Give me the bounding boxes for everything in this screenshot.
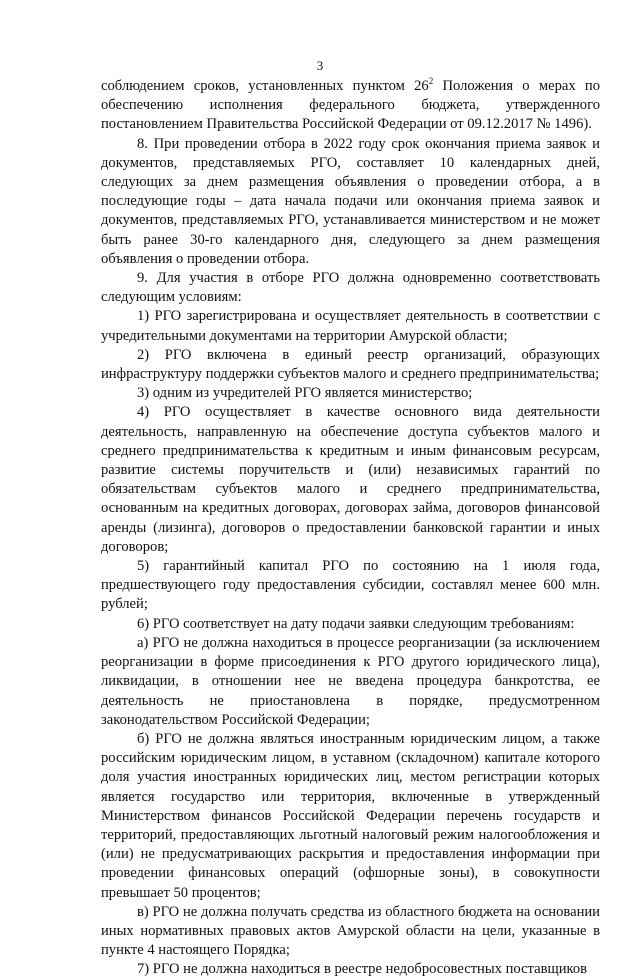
paragraph-continuation: соблюдением сроков, установленных пунктом $26^2$ Положения о мерах по обеспечению исполнения федерального бюджета, утвержденного постановлением Правительства Российской Федерации от 09.12.2017 № 1496). [101, 76, 600, 133]
document-body [101, 77, 600, 980]
requirement-b: б) РГО не должна являться иностранным юридическим лицом, а также российским юридическим лицом, в уставном (складочном) капитале которого доля участия иностранных юридических лиц, местом регистрации которых является государство или территория, включенные в утвержденный Министерством финансов Российской Федерации перечень государств и территорий, предоставляющих льготный налоговый режим налогообложения и (или) не предусматривающих раскрытия и предоставления информации при проведении финансовых операций (офшорные зоны), в совокупности превышает 50 процентов; [101, 730, 600, 901]
requirement-v: в) РГО не должна получать средства из областного бюджета на основании иных нормативных правовых актов Амурской области на цели, указанные в пункте 4 настоящего Порядка; [101, 903, 600, 959]
condition-3: 3) одним из учредителей РГО является министерство; [137, 385, 473, 402]
paragraph-9: 9. Для участия в отборе РГО должна одновременно соответствовать следующим условиям: [101, 270, 600, 306]
condition-5: 5) гарантийный капитал РГО по состоянию на 1 июля года, предшествующего году предоставления субсидии, составлял менее 600 млн. рублей; [101, 558, 600, 613]
paragraph-8: 8. При проведении отбора в 2022 году срок окончания приема заявок и документов, представляемых РГО, составляет 10 календарных дней, следующих за днем размещения объявления о проведении отбора, а в последующие годы – дата начала подачи или окончания приема заявок и документов, представляемых РГО, устанавливается министерством и не может быть ранее 30-го календарного дня, следующего за днем размещения объявления о проведении отбора. [101, 135, 600, 267]
page-number: 3 [316, 58, 324, 73]
condition-7: 7) РГО не должна находиться в реестре недобросовестных поставщиков [137, 961, 588, 978]
requirement-a: а) РГО не должна находиться в процессе реорганизации (за исключением реорганизации в форме присоединения к РГО другого юридического лица), ликвидации, в отношении нее не введена процедура банкротства, ее деятельность не приостановлена в порядке, предусмотренном законодательством Российской Федерации; [101, 634, 600, 728]
condition-4: 4) РГО осуществляет в качестве основного вида деятельности деятельность, направленную на обеспечение доступа субъектов малого и среднего предпринимательства к кредитным и иным финансовым ресурсам, развитие системы поручительств и (или) независимых гарантий по обязательствам субъектов малого и среднего предпринимательства, основанным на кредитных договорах, договорах займа, договоров финансовой аренды (лизинга), договоров о предоставлении банковской гарантии и иных договоров; [101, 404, 600, 555]
condition-1: 1) РГО зарегистрирована и осуществляет деятельность в соответствии с учредительными документами на территории Амурской области; [101, 308, 600, 344]
condition-6: 6) РГО соответствует на дату подачи заявки следующим требованиям: [137, 615, 575, 632]
condition-2: 2) РГО включена в единый реестр организаций, образующих инфраструктуру поддержки субъектов малого и среднего предпринимательства; [101, 346, 600, 383]
